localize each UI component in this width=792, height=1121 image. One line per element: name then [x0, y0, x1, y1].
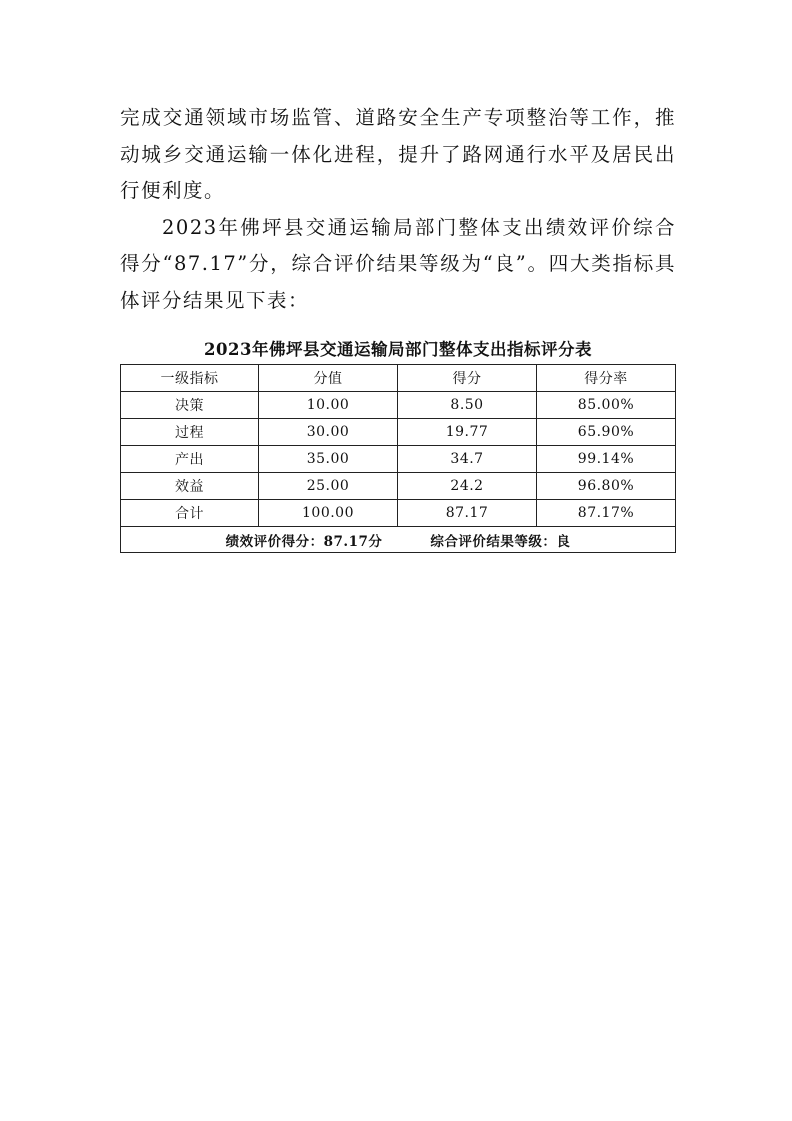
- footer-grade: 综合评价结果等级：良: [430, 533, 571, 550]
- footer-score: 绩效评价得分：87.17分: [225, 533, 383, 550]
- cell-weight: 25.00: [259, 473, 398, 500]
- cell-rate: 99.14%: [537, 446, 676, 473]
- cell-weight: 100.00: [259, 500, 398, 527]
- body-text: [120, 100, 676, 319]
- table-row: [121, 473, 676, 500]
- cell-weight: 35.00: [259, 446, 398, 473]
- cell-weight: 30.00: [259, 419, 398, 446]
- table-row: [121, 446, 676, 473]
- cell-rate: 87.17%: [537, 500, 676, 527]
- cell-score: 19.77: [398, 419, 537, 446]
- cell-score: 87.17: [398, 500, 537, 527]
- cell-indicator: 效益: [121, 473, 259, 500]
- paragraph-1: 完成交通领域市场监管、道路安全生产专项整治等工作，推动城乡交通运输一体化进程，提升了路网通行水平及居民出行便利度。: [120, 106, 676, 202]
- cell-rate: 96.80%: [537, 473, 676, 500]
- header-rate: 得分率: [537, 365, 676, 392]
- cell-weight: 10.00: [259, 392, 398, 419]
- table-footer: [121, 527, 676, 553]
- cell-rate: 85.00%: [537, 392, 676, 419]
- paragraph-2: 2023年佛坪县交通运输局部门整体支出绩效评价综合得分“87.17”分，综合评价结果等级为“良”。四大类指标具体评分结果见下表：: [120, 215, 676, 312]
- header-indicator: 一级指标: [121, 365, 259, 392]
- cell-rate: 65.90%: [537, 419, 676, 446]
- table-row: [121, 392, 676, 419]
- cell-indicator: 过程: [121, 419, 259, 446]
- table-row: [121, 500, 676, 527]
- score-table: [120, 364, 676, 553]
- table-row: [121, 419, 676, 446]
- table-footer-row: [121, 527, 676, 553]
- cell-score: 24.2: [398, 473, 537, 500]
- cell-score: 8.50: [398, 392, 537, 419]
- table-title: 2023年佛坪县交通运输局部门整体支出指标评分表: [204, 340, 592, 359]
- table-header-row: [121, 365, 676, 392]
- cell-score: 34.7: [398, 446, 537, 473]
- cell-indicator: 产出: [121, 446, 259, 473]
- cell-indicator: 合计: [121, 500, 259, 527]
- cell-indicator: 决策: [121, 392, 259, 419]
- header-weight: 分值: [259, 365, 398, 392]
- header-score: 得分: [398, 365, 537, 392]
